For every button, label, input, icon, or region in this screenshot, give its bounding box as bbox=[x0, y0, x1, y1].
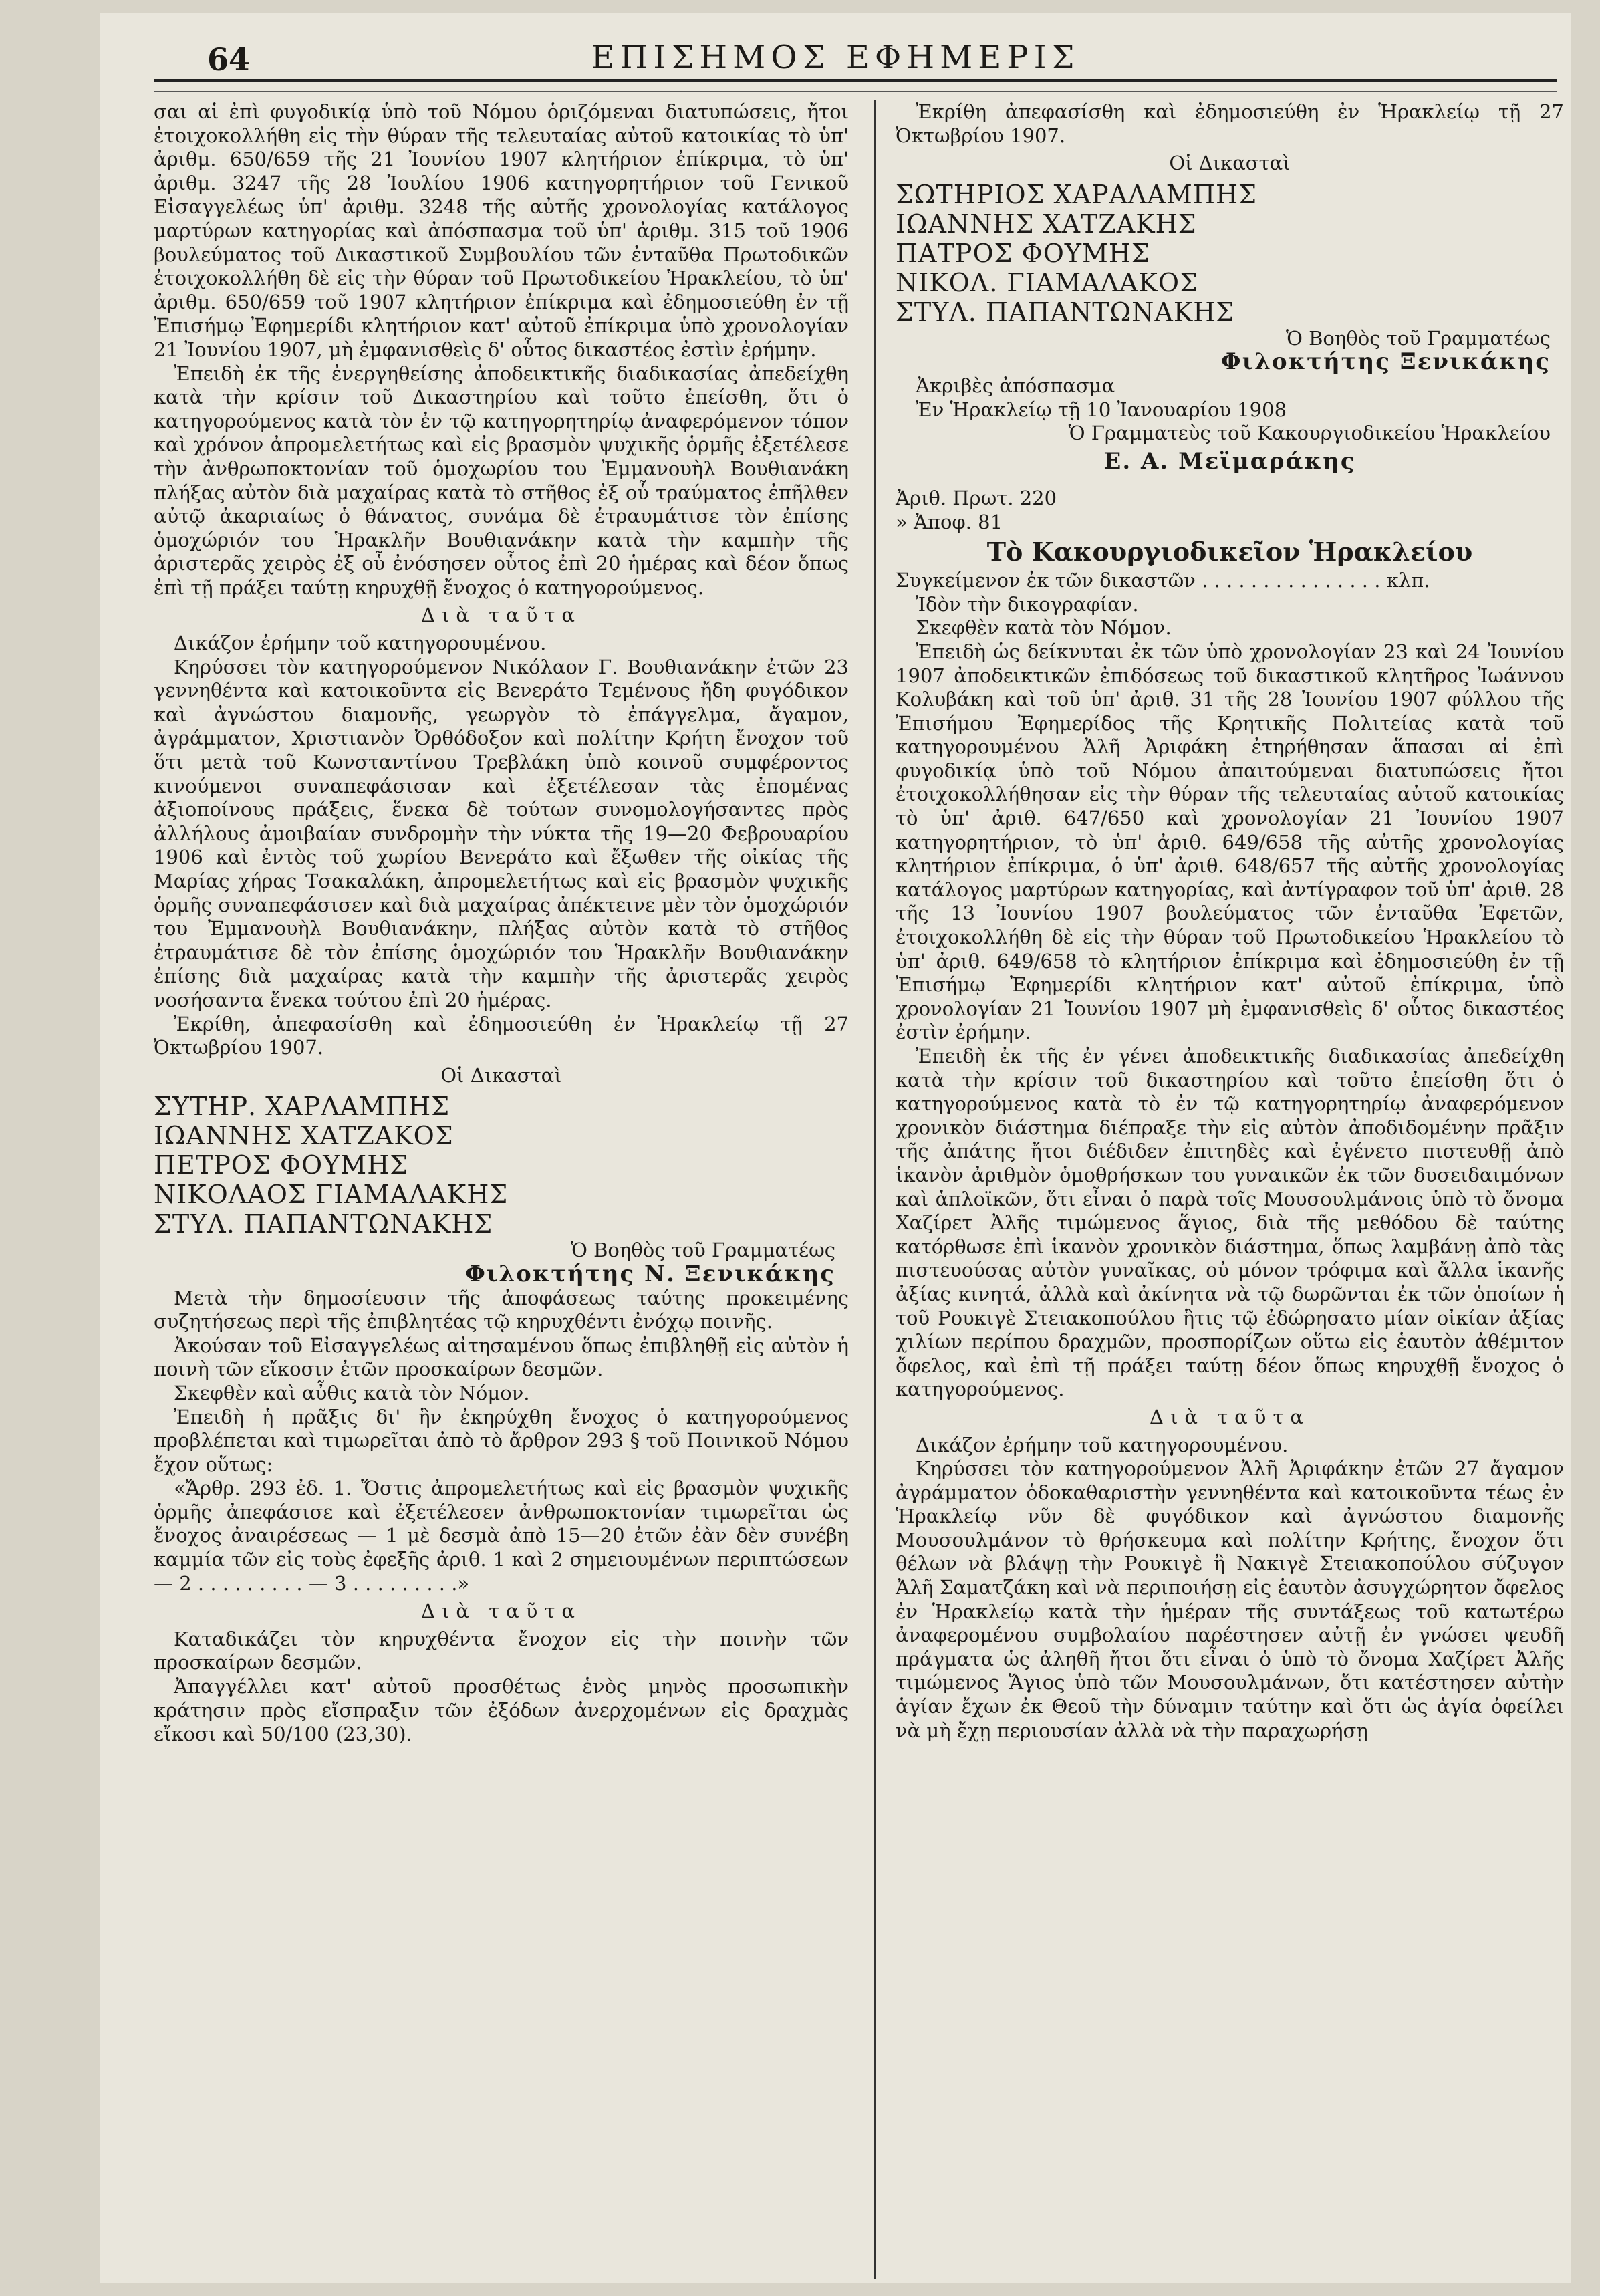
page-number: 64 bbox=[207, 41, 251, 78]
paragraph: Σκεφθὲν καὶ αὖθις κατὰ τὸν Νόμον. bbox=[174, 1381, 530, 1404]
newspaper-page bbox=[100, 13, 1571, 2283]
paragraph: Ἐπειδὴ ἐκ τῆς ἐν γένει ἀποδεικτικῆς διαδικασίας ἀπεδείχθη κατὰ τὴν κρίσιν τοῦ δικαστηρίου καὶ τοῦτο ἐπείσθη ὅτι ὁ κατηγορούμενος κατὰ τὸ ἐν τῷ κατηγορητηρίῳ ἀναφερόμενον χρονικὸν διάστημα διέπραξε τὴν εἰς αὐτὸν ἀποδιδομένην πρᾶξιν τῆς ἀπάτης ἤτοι διέδιδεν ἐπιτηδὲς καὶ ἐγένετο πιστευθῇ ἀπὸ ἱκανὸν ἀριθμὸν ὁμοθρήσκων του γυναικῶν ἐκ τῶν δυσειδαιμόνων καὶ ἁπλοϊκῶν, ὅτι εἶναι ὁ παρὰ τοῖς Μουσουλμάνοις ὑπὸ τὸ ὄνομα Χαζίρετ Ἀλῆς τιμώμενος ἅγιος, διὰ τῆς μεθόδου δὲ ταύτης κατόρθωσε ἐπὶ ἱκανὸν χρονικὸν διάστημα, ὅπως λαμβάνῃ ἀπὸ τὰς πιστευούσας αὐτὸν γυναῖκας, οὐ μόνον τρόφιμα καὶ ἄλλα ἱκανῆς ἀξίας κινητά, ἀλλὰ καὶ ἀκίνητα νὰ τῷ δωρῶνται ἐκ τῶν ὁποίων ἡ τοῦ Ρουκιγὲ Στειακοπούλου ἣτις τῷ ἐδώρησατο μίαν οἰκίαν ἀξίας χιλίων περίπου δραχμῶν, προσπορίζων οὕτω εἰς ἑαυτὸν ἀθέμιτον ὄφελος, καὶ ἐπὶ τῇ πράξει ταύτῃ δέον ὅπως κηρυχθῇ ἔνοχος ὁ κατηγορούμενος. bbox=[896, 1045, 1564, 1401]
court-heading: Τὸ Κακουργιοδικεῖον Ἡρακλείου bbox=[986, 536, 1473, 567]
copy-label: Ἀκριβὲς ἀπόσπασμα bbox=[916, 374, 1115, 397]
paragraph: Μετὰ τὴν δημοσίευσιν τῆς ἀποφάσεως ταύτης προκειμένης συζητήσεως περὶ τῆς ἐπιβλητέας τῷ κηρυχθέντι ἐνόχῳ ποινῆς. bbox=[154, 1286, 849, 1333]
judge-name: ΝΙΚΟΛΑΟΣ ΓΙΑΜΑΛΑΚΗΣ bbox=[154, 1180, 509, 1210]
paragraph: Καταδικάζει τὸν κηρυχθέντα ἔνοχον εἰς τὴν ποινὴν τῶν προσκαίρων δεσμῶν. bbox=[154, 1627, 849, 1674]
judge-name: ΣΤΥΛ. ΠΑΠΑΝΤΩΝΑΚΗΣ bbox=[896, 297, 1235, 327]
judge-name: ΠΑΤΡΟΣ ΦΟΥΜΗΣ bbox=[896, 238, 1150, 268]
judge-name: ΣΥΤΗΡ. ΧΑΡΛΑΜΠΗΣ bbox=[154, 1092, 450, 1122]
judges-label: Οἱ Δικασταὶ bbox=[1169, 152, 1291, 175]
paragraph: Σκεφθὲν κατὰ τὸν Νόμον. bbox=[916, 616, 1172, 640]
spacer bbox=[896, 477, 1564, 487]
paragraph: Ἀπαγγέλλει κατ' αὐτοῦ προσθέτως ἑνὸς μηνὸς προσωπικὴν κράτησιν πρὸς εἴσπραξιν τῶν ἐξόδων ἀνερχομένων εἰς δραχμὰς εἴκοσι καὶ 50/100 (23,30). bbox=[154, 1675, 849, 1746]
paragraph: Ἐκρίθη, ἀπεφασίσθη καὶ ἐδημοσιεύθη ἐν Ἡρακλείῳ τῇ 27 Ὀκτωβρίου 1907. bbox=[154, 1012, 849, 1059]
judge-name: ΝΙΚΟΛ. ΓΙΑΜΑΛΑΚΟΣ bbox=[896, 267, 1198, 297]
page-title: ΕΠΙΣΗΜΟΣ ΕΦΗΜΕΡΙΣ bbox=[591, 39, 1080, 76]
paragraph: Ἀκούσαν τοῦ Εἰσαγγελέως αἰτησαμένου ὅπως ἐπιβληθῇ εἰς αὐτὸν ἡ ποινὴ τῶν εἴκοσιν ἐτῶν προσκαίρων δεσμῶν. bbox=[154, 1333, 849, 1381]
assistant-label: Ὁ Βοηθὸς τοῦ Γραμματέως bbox=[570, 1239, 835, 1262]
assistant-label: Ὁ Βοηθὸς τοῦ Γραμματέως bbox=[1285, 326, 1551, 350]
paragraph: Ἐπειδὴ ἡ πρᾶξις δι' ἣν ἐκηρύχθη ἔνοχος ὁ κατηγορούμενος προβλέπεται καὶ τιμωρεῖται ἀπὸ τὸ ἄρθρον 293 § τοῦ Ποινικοῦ Νόμου ἔχον οὕτως: bbox=[154, 1405, 849, 1476]
section-heading: Διὰ ταῦτα bbox=[1150, 1405, 1310, 1428]
right-column bbox=[896, 100, 1564, 1743]
protocol-number: Ἀριθ. Πρωτ. 220 bbox=[896, 487, 1057, 510]
paragraph: «Ἄρθρ. 293 ἐδ. 1. Ὅστις ἀπρομελετήτως καὶ εἰς βρασμὸν ψυχικῆς ὁρμῆς ἀπεφάσισε καὶ ἐξετέλεσεν ἀνθρωποκτονίαν τιμωρεῖται ὡς ἔνοχος ἀναιρέσεως — 1 μὲ δεσμὰ ἀπὸ 15—20 ἐτῶν ἐὰν δὲν συνέβη καμμία τῶν εἰς τοὺς ἐφεξῆς ἀριθ. 1 καὶ 2 σημειουμένων περιπτώσεων — 2 . . . . . . . . . — 3 . . . . . . . . .» bbox=[154, 1477, 849, 1595]
paragraph: Κηρύσσει τὸν κατηγορούμενον Ἀλῆ Ἀριφάκην ἐτῶν 27 ἄγαμον ἀγράμματον ὁδοκαθαριστὴν γεννηθέντα καὶ κατοικοῦντα τέως ἐν Ἡρακλείῳ νῦν δὲ φυγόδικον καὶ ἀγνώστου διαμονῆς Μουσουλμάνον τὸ θρήσκευμα καὶ πολίτην Κρήτης, ἔνοχον ὅτι θέλων νὰ βλάψῃ τὴν Ρουκιγὲ ἢ Νακιγὲ Στειακοπούλου σύζυγον Ἀλῆ Σαματζάκη καὶ νὰ περιποιήσῃ εἰς ἑαυτὸν ἀσυγχώρητον ὄφελος ἐν Ἡρακλείῳ κατὰ τὴν ἡμέραν τῆς συντάξεως τοῦ κατωτέρω ἀναφερομένου συμβολαίου παρέστησεν αὐτῇ ἐν γνώσει ψευδῆ πράγματα ὡς ἀληθῆ ἤτοι ὅτι εἶναι ὁ ὑπὸ τὸ ὄνομα Χαζίρετ Ἀλῆς τιμώμενος Ἅγιος ὑπὸ τῶν Μουσουλμάνων, ὅτι κατέστησεν αὐτὴν ἁγίαν ἔχων ἐκ Θεοῦ τὴν δύναμιν ταύτην καὶ ὅτι ὡς ἁγία ὀφείλει νὰ μὴ ἔχῃ περιουσίαν ἀλλὰ νὰ τὴν παραχωρήσῃ bbox=[896, 1457, 1564, 1742]
judge-name: ΙΩΑΝΝΗΣ ΧΑΤΖΑΚΗΣ bbox=[896, 209, 1197, 239]
copy-place-date: Ἐν Ἡρακλείῳ τῇ 10 Ἰανουαρίου 1908 bbox=[916, 398, 1287, 421]
composition-line: Συγκείμενον ἐκ τῶν δικαστῶν . . . . . . . . . . . . . . . κλπ. bbox=[896, 569, 1430, 592]
header-rule bbox=[154, 79, 1557, 92]
page-header bbox=[100, 27, 1571, 78]
clerk-label: Ὁ Γραμματεὺς τοῦ Κακουργιοδικείου Ἡρακλείου bbox=[1068, 422, 1551, 445]
paragraph: Ἰδὸν τὴν δικογραφίαν. bbox=[916, 592, 1139, 616]
assistant-name: Φιλοκτήτης Ξενικάκης bbox=[1221, 348, 1551, 376]
judge-name: ΙΩΑΝΝΗΣ ΧΑΤΖΑΚΟΣ bbox=[154, 1121, 454, 1151]
section-heading: Διὰ ταῦτα bbox=[421, 604, 581, 627]
column-divider bbox=[874, 100, 876, 2279]
paragraph: Δικάζον ἐρήμην τοῦ κατηγορουμένου. bbox=[916, 1433, 1289, 1456]
paragraph: Κηρύσσει τὸν κατηγορούμενον Νικόλαον Γ. Βουθιανάκην ἐτῶν 23 γεννηθέντα καὶ κατοικοῦντα εἰς Βενεράτο Τεμένους ἤδη φυγόδικον καὶ ἀγνώστου διαμονῆς, γεωργὸν τὸ ἐπάγγελμα, ἄγαμον, ἀγράμματον, Χριστιανὸν Ὀρθόδοξον καὶ πολίτην Κρήτη ἔνοχον τοῦ ὅτι μετὰ τοῦ Κωνσταντίνου Τρεβλάκη ὑπὸ κοινοῦ συμφέροντος κινούμενοι συναπεφάσισαν καὶ ἐξετέλεσαν τὰς ἐπομένας ἀξιοποίνους πράξεις, ἕνεκα δὲ τούτων συνομολογήσαντες πρὸς ἀλλήλους ἀμοιβαίαν συνδρομὴν τὴν νύκτα τῆς 19—20 Φεβρουαρίου 1906 καὶ ἐντὸς τοῦ χωρίου Βενεράτο καὶ ἔξωθεν τῆς οἰκίας τῆς Μαρίας χήρας Τσακαλάκη, ἀπρομελετήτως καὶ εἰς βρασμὸν ψυχικῆς ὁρμῆς συναπεφάσισεν καὶ διὰ μαχαίρας ἀπέκτεινε μὲν τὸν ὁμοχώριόν του Ἐμμανουὴλ Βουθιανάκην, πλήξας αὐτὸν κατὰ τὸ στῆθος ἐτραυμάτισε δὲ τὸν ἐπίσης ὁμοχώριόν του Ἡρακλῆν Βουθιανάκην ἐπίσης διὰ μαχαίρας κατὰ τὴν καμπὴν τῆς ἀριστερᾶς χειρὸς νοσήσαντα ἕνεκα τούτου ἐπὶ 20 ἡμέρας. bbox=[154, 655, 849, 1011]
judge-name: ΠΕΤΡΟΣ ΦΟΥΜΗΣ bbox=[154, 1150, 409, 1180]
section-heading: Διὰ ταῦτα bbox=[421, 1600, 581, 1623]
judges-label: Οἱ Δικασταὶ bbox=[440, 1063, 562, 1087]
judge-name: ΣΩΤΗΡΙΟΣ ΧΑΡΑΛΑΜΠΗΣ bbox=[896, 179, 1257, 209]
paragraph: Ἐπειδὴ ὡς δείκνυται ἐκ τῶν ὑπὸ χρονολογίαν 23 καὶ 24 Ἰουνίου 1907 ἀποδεικτικῶν ἐπιδόσεως τοῦ δικαστικοῦ κλητῆρος Ἰωάννου Κολυβάκη καὶ τοῦ ὑπ' ἀριθ. 31 τῆς 28 Ἰουνίου 1907 φύλλου τῆς Ἐπισήμου Ἐφημερίδος τῆς Κρητικῆς Πολιτείας κατὰ τοῦ κατηγορουμένου Ἀλῆ Ἀριφάκη ἐτηρήθησαν ἅπασαι αἱ ἐπὶ φυγοδικίᾳ ὑπὸ τοῦ Νόμου ἀπαιτούμεναι διατυπώσεις ἤτοι ἐτοιχοκολλήθησαν εἰς τὴν θύραν τῆς τελευταίας αὐτοῦ κατοικίας τὸ ὑπ' ἀριθ. 647/650 καὶ χρονολογίαν 21 Ἰουνίου 1907 κατηγορητήριον, τὸ ὑπ' ἀριθ. 649/658 τῆς αὐτῆς χρονολογίας κλητήριον ἐπίκριμα, ὁ ὑπ' ἀριθ. 648/657 τῆς αὐτῆς χρονολογίας κατάλογος μαρτύρων κατηγορίας, καὶ ἀντίγραφον τοῦ ὑπ' ἀριθ. 28 τῆς 13 Ἰουνίου 1907 βουλεύματος τῶν ἐνταῦθα Ἐφετῶν, ἐτοιχοκολλήθη δὲ εἰς τὴν θύραν τοῦ Πρωτοδικείου Ἡρακλείου τὸ ὑπ' ἀριθ. 649/658 τὸ κλητήριον ἐπίκριμα καὶ ἐδημοσιεύθη ἐν τῇ Ἐπισήμῳ Ἐφημερίδι κλητήριον κατ' αὐτοῦ ἐπίκριμα, ὑπὸ χρονολογίαν 21 Ἰουνίου 1907 μὴ ἐμφανισθεὶς δ' οὗτος δικαστέος ἐστὶν ἐρήμην. bbox=[896, 640, 1564, 1044]
decision-number: » Ἀποφ. 81 bbox=[896, 510, 1003, 533]
paragraph: σαι αἱ ἐπὶ φυγοδικίᾳ ὑπὸ τοῦ Νόμου ὁριζόμεναι διατυπώσεις, ἤτοι ἐτοιχοκολλήθη εἰς τὴν θύραν τῆς τελευταίας αὐτοῦ κατοικίας τὸ ὑπ' ἀριθμ. 650/659 τῆς 21 Ἰουνίου 1907 κλητήριον ἐπίκριμα, τὸ ὑπ' ἀριθμ. 3247 τῆς 28 Ἰουλίου 1906 κατηγορητήριον τοῦ Γενικοῦ Εἰσαγγελέως ὑπ' ἀριθμ. 3248 τῆς αὐτῆς χρονολογίας κατάλογος μαρτύρων κατηγορίας καὶ ἀπόσπασμα τοῦ ὑπ' ἀριθμ. 315 τοῦ 1906 βουλεύματος τοῦ Δικαστικοῦ Συμβουλίου τῶν ἐνταῦθα Πρωτοδικῶν ἐτοιχοκολλήθη δὲ εἰς τὴν θύραν τοῦ Πρωτοδικείου Ἡρακλείου, τὸ ὑπ' ἀριθμ. 650/659 τοῦ 1907 κλητήριον ἐπίκριμα καὶ ἐδημοσιεύθη ἐν τῇ Ἐπισήμῳ Ἐφημερίδι κλητήριον κατ' αὐτοῦ ἐπίκριμα ὑπὸ χρονολογίαν 21 Ἰουνίου 1907, μὴ ἐμφανισθεὶς δ' οὗτος δικαστέος ἐστὶν ἐρήμην. bbox=[154, 100, 849, 361]
assistant-name: Φιλοκτήτης Ν. Ξενικάκης bbox=[465, 1260, 835, 1287]
judge-name: ΣΤΥΛ. ΠΑΠΑΝΤΩΝΑΚΗΣ bbox=[154, 1209, 493, 1239]
paragraph: Ἐπειδὴ ἐκ τῆς ἐνεργηθείσης ἀποδεικτικῆς διαδικασίας ἀπεδείχθη κατὰ τὴν κρίσιν τοῦ Δικαστηρίου καὶ τοῦτο ἐπείσθη, ὅτι ὁ κατηγορούμενος κατὰ τὸν ἐν τῷ κατηγορητηρίῳ ἀναφερόμενον τόπον καὶ χρόνον ἀπρομελετήτως καὶ εἰς βρασμὸν ψυχικῆς ὁρμῆς ἐξετέλεσε τὴν ἀνθρωποκτονίαν τοῦ ὁμοχωρίου του Ἐμμανουὴλ Βουθιανάκη πλήξας αὐτὸν διὰ μαχαίρας κατὰ τὸ στῆθος ἐξ οὗ τραύματος ἐπῆλθεν αὐτῷ ἀκαριαίως ὁ θάνατος, συνάμα δὲ ἐτραυμάτισε τὸν ἐπίσης ὁμοχώριόν του Ἡρακλῆν Βουθιανάκην κατὰ τὴν καμπὴν τῆς ἀριστερᾶς χειρὸς ἐξ οὗ ἐνόσησεν οὗτος ἐπὶ 20 ἡμέρας καὶ δέον ὅπως ἐπὶ τῇ πράξει ταύτῃ κηρυχθῇ ἔνοχος ὁ κατηγορούμενος. bbox=[154, 362, 849, 599]
clerk-name: Ε. Α. Μεϊμαράκης bbox=[1103, 447, 1356, 475]
left-column bbox=[154, 100, 849, 1747]
paragraph: Ἐκρίθη ἀπεφασίσθη καὶ ἐδημοσιεύθη ἐν Ἡρακλείῳ τῇ 27 Ὀκτωβρίου 1907. bbox=[896, 100, 1564, 147]
paragraph: Δικάζον ἐρήμην τοῦ κατηγορουμένου. bbox=[174, 632, 547, 655]
